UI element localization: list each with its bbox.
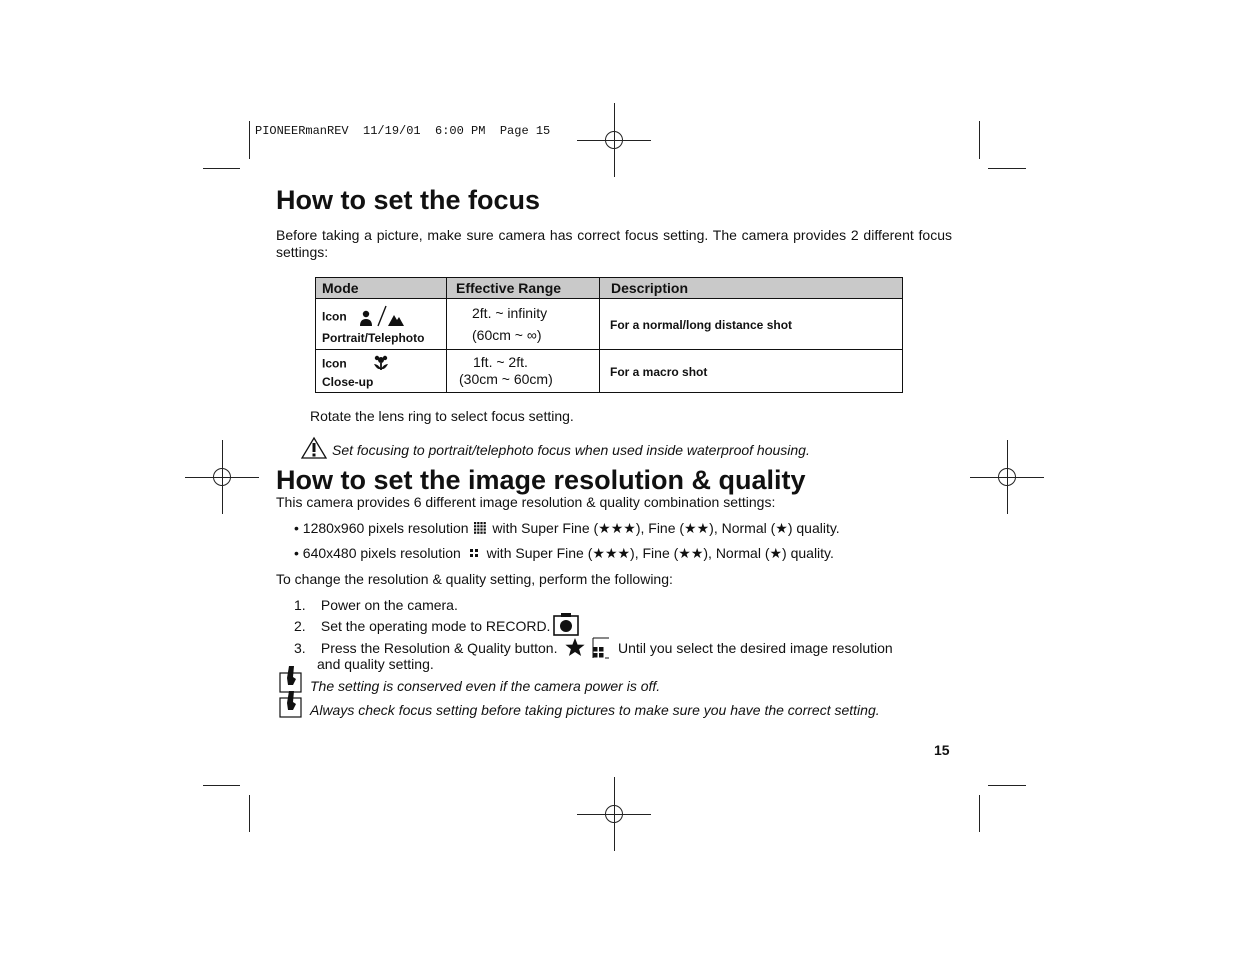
focus-title: How to set the focus — [276, 185, 541, 215]
registration-mark-right — [970, 440, 1044, 514]
crop-mark-bottom-right-vertical — [979, 795, 980, 832]
step-text: Set the operating mode to RECORD. — [320, 618, 551, 634]
table-header-description: Description — [600, 278, 903, 299]
waterproof-warning: Set focusing to portrait/telephoto focus when used inside waterproof housing. — [332, 442, 810, 458]
mode-cell — [316, 299, 447, 350]
crop-mark-bottom-left-horizontal — [203, 785, 240, 786]
registration-mark-top — [577, 103, 651, 177]
registration-mark-bottom — [577, 777, 651, 851]
table-header-row — [316, 278, 903, 299]
bullet-prefix: • 640x480 pixels resolution — [294, 545, 461, 561]
step-number: 1. — [294, 597, 306, 613]
rotate-lens-text: Rotate the lens ring to select focus setting. — [310, 408, 574, 424]
range-line-2: (30cm ~ 60cm) — [459, 371, 553, 387]
warning-icon — [300, 436, 328, 465]
page-number: 15 — [934, 742, 950, 758]
crop-mark-top-left-horizontal — [203, 168, 240, 169]
range-cell — [447, 350, 600, 393]
range-cell — [447, 299, 600, 350]
range-line-2: (60cm ~ ∞) — [472, 327, 542, 343]
step-number: 2. — [294, 618, 306, 634]
crop-mark-top-right-vertical — [979, 121, 980, 159]
step-item — [294, 640, 557, 656]
crop-mark-top-right-horizontal — [988, 168, 1026, 169]
print-header: PIONEERmanREV 11/19/01 6:00 PM Page 15 — [255, 124, 551, 138]
description-text: For a macro shot — [610, 364, 708, 379]
step-text: Power on the camera. — [320, 597, 458, 613]
high-resolution-icon — [473, 521, 487, 538]
bullet-suffix: with Super Fine (★★★), Fine (★★), Normal (★) quality. — [492, 520, 840, 536]
table-header-mode: Mode — [316, 278, 447, 299]
step-number: 3. — [294, 640, 306, 656]
mode-name: Portrait/Telephoto — [322, 330, 425, 345]
step-item — [294, 618, 550, 634]
description-text: For a normal/long distance shot — [610, 317, 793, 332]
crop-mark-bottom-right-horizontal — [988, 785, 1026, 786]
resolution-intro: This camera provides 6 different image resolution & quality combination settings: — [276, 494, 776, 510]
note-hand-icon — [279, 690, 303, 723]
table-row — [316, 299, 903, 350]
focus-intro: Before taking a picture, make sure camera has correct focus setting. The camera provides 2 different focus settings: — [276, 227, 952, 260]
mode-icon-label: Icon — [322, 356, 347, 371]
resolution-title: How to set the image resolution & quality — [276, 465, 806, 495]
step-text: Press the Resolution & Quality button. — [320, 640, 558, 656]
crop-mark-top-left-vertical — [249, 121, 250, 159]
resolution-quality-button-icon — [565, 636, 613, 665]
range-line-1: 2ft. ~ infinity — [472, 305, 548, 321]
bullet-item — [294, 520, 840, 538]
note-check-focus: Always check focus setting before taking pictures to make sure you have the correct setting. — [310, 702, 880, 718]
macro-flower-icon — [372, 354, 390, 375]
description-cell — [600, 299, 903, 350]
bullet-suffix: with Super Fine (★★★), Fine (★★), Normal (★) quality. — [486, 545, 834, 561]
crop-mark-bottom-left-vertical — [249, 795, 250, 832]
mode-cell — [316, 350, 447, 393]
table-header-range: Effective Range — [447, 278, 600, 299]
step-text-line-2: and quality setting. — [317, 656, 434, 672]
description-cell — [600, 350, 903, 393]
portrait-telephoto-icon — [360, 304, 406, 331]
low-resolution-icon — [468, 546, 480, 562]
table-row — [316, 350, 903, 393]
mode-name: Close-up — [322, 374, 374, 389]
focus-settings-table — [315, 277, 903, 393]
change-setting-intro: To change the resolution & quality setting, perform the following: — [276, 571, 673, 587]
bullet-prefix: • 1280x960 pixels resolution — [294, 520, 469, 536]
note-setting-conserved: The setting is conserved even if the camera power is off. — [310, 678, 661, 694]
step-item — [294, 597, 458, 613]
bullet-item — [294, 545, 834, 562]
range-line-1: 1ft. ~ 2ft. — [473, 354, 528, 370]
mode-icon-label: Icon — [322, 309, 347, 324]
registration-mark-left — [185, 440, 259, 514]
step-text-continued: Until you select the desired image resolution — [618, 640, 893, 656]
